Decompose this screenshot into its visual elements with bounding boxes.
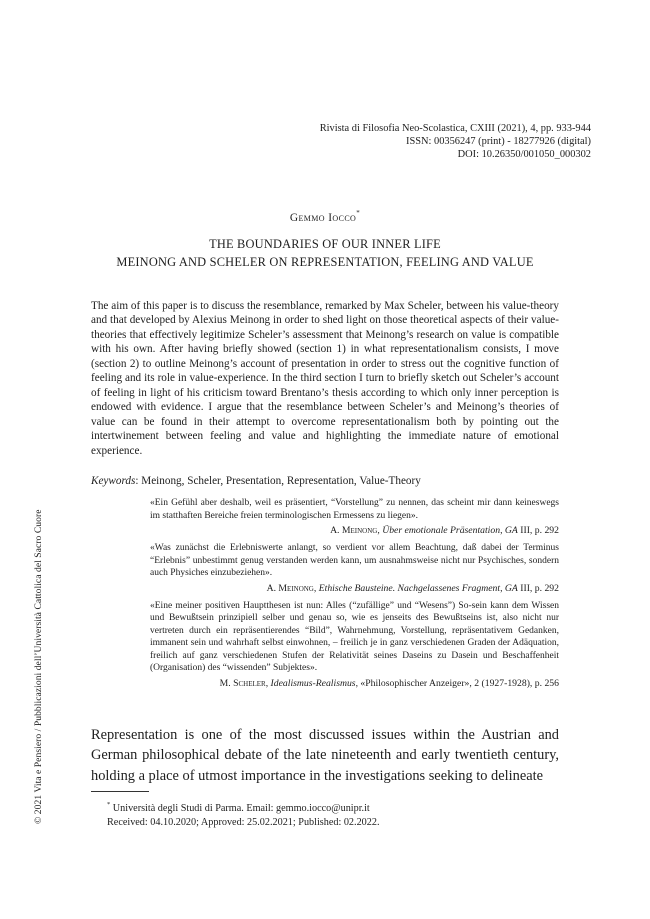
epigraph-text: «Ein Gefühl aber deshalb, weil es präsentiert, “Vorstellung” zu nennen, das scheint mir dann keineswegs im statthaften Bereiche freien terminologischen Ermessens zu liegen». (150, 498, 559, 521)
epigraph-source: A. Meinong, Über emotionale Präsentation, GA III, p. 292 (330, 525, 559, 536)
epigraphs (150, 497, 559, 695)
epigraph-text: «Was zunächst die Erlebniswerte anlangt, so verdient vor allem Beachtung, daß dabei der Terminus “Erlebnis” unbestimmt genug verstanden werden kann, um ausnahmsweise nicht nur Psychisches, sondern auch Physiches einzubeziehen». (150, 543, 559, 578)
epigraph-author: Meinong (341, 525, 378, 536)
author-footnote-marker: * (356, 209, 361, 217)
keywords-label: Keywords (91, 475, 136, 487)
footnote-dates: Received: 04.10.2020; Approved: 25.02.2021; Published: 02.2022. (107, 817, 380, 829)
epigraph-source: M. Scheler, Idealismus-Realismus, «Philosophischer Anzeiger», 2 (1927-1928), p. 256 (219, 677, 559, 689)
epigraph-work: Über emotionale Präsentation (382, 525, 501, 536)
epigraph-text: «Eine meiner positiven Hauptthesen ist nun: Alles (“zufällige” und “Wesens”) So-sein kann dem Wissen und Bewußtsein prinzipiell selber und genau so, wie es jenseits des Bewußtseins ist, also nicht nur vertreten durch ein repräsentierendes “Bild”, Wahrnehmung, Vorstellung, repräsentativem Gedanken, immanent sein und wahrhaft selbst einwohnen, – freilich je in ganz verschiedenen Graden der Adäquation, freilich auf ganz verschiedenen Stufen der Relativität seines Daseins zu Dasein und Beschaffenheit (Organisation) des “wissenden” Subjektes». (150, 600, 559, 673)
body-paragraph: Representation is one of the most discussed issues within the Austrian and German philosophical debate of the late nineteenth and early twentieth century, holding a place of utmost importance in the investigations seeking to delineate (91, 727, 559, 784)
journal-header (320, 122, 591, 162)
keywords (91, 474, 559, 488)
title-line-2: MEINONG AND SCHELER ON REPRESENTATION, FEELING AND VALUE (116, 254, 534, 269)
author-name-text: Gemmo Iocco (289, 212, 357, 224)
footnote-affiliation: * Università degli Studi di Parma. Email: gemmo.iocco@unipr.it (107, 801, 370, 814)
journal-citation: Rivista di Filosofia Neo-Scolastica, CXIII (2021), 4, pp. 933-944 (319, 123, 591, 134)
doi-line: DOI: 10.26350/001050_000302 (457, 149, 591, 161)
issn-line: ISSN: 00356247 (print) - 18277926 (digital) (406, 136, 591, 148)
epigraph-author: Scheler (233, 677, 266, 689)
abstract: The aim of this paper is to discuss the resemblance, remarked by Max Scheler, between his value-theory and that developed by Alexius Meinong in order to shed light on those theoretical aspects of their value-theories that effectively legitimize Scheler’s assessment that Meinong’s research on value is compatible with his own. After having briefly showed (section 1) in what representationalism consists, I move (section 2) to outline Meinong’s account of presentation in order to stress out the cognitive function of feeling and its role in value-experience. In the third section I turn to briefly sketch out Scheler’s account of feeling in light of his criticism toward Brentano’s thesis according to which only inner perception is endowed with evidence. I argue that the resemblance between Scheler’s and Meinong’s theories of value can be found in their attempt to overcome representationalism both by pointing out the intertwinement between feeling and value and highlighting the immediate nature of emotional experience. (91, 300, 559, 457)
copyright-text: © 2021 Vita e Pensiero / Pubblicazioni dell’Università Cattolica del Sacro Cuore (33, 509, 44, 824)
epigraph-source: A. Meinong, Ethische Bausteine. Nachgelassenes Fragment, GA III, p. 292 (266, 582, 559, 594)
paper-title (0, 236, 650, 271)
footnote (107, 798, 380, 831)
title-line-1: THE BOUNDARIES OF OUR INNER LIFE (209, 237, 441, 251)
footnote-marker: * (107, 801, 111, 808)
footnote-rule (91, 791, 149, 792)
keywords-list: : Meinong, Scheler, Presentation, Representation, Value-Theory (135, 475, 421, 487)
epigraph-work: Idealismus-Realismus (270, 677, 356, 689)
author-name (0, 209, 650, 224)
epigraph-work: Ethische Bausteine. Nachgelassenes Fragment (318, 582, 501, 594)
epigraph-author: Meinong (278, 582, 314, 594)
